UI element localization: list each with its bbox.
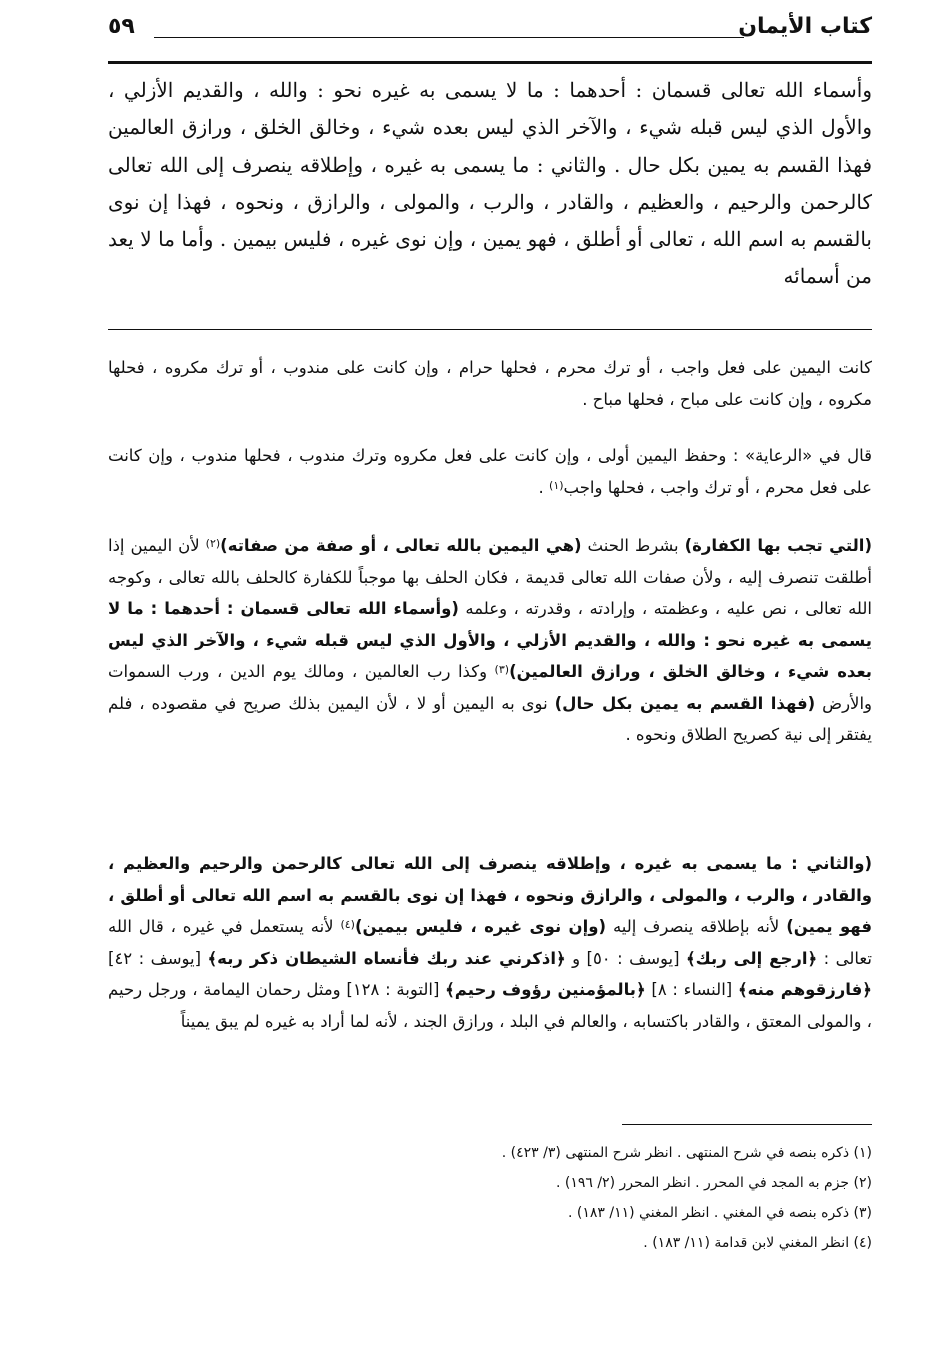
quran-verse: ﴿فارزقوهم منه﴾: [737, 980, 872, 999]
commentary-paragraph: [108, 530, 872, 751]
commentary-text: لأنه يستعمل في غيره ، قال الله تعالى :: [108, 917, 872, 968]
verse-reference: [التوبة : ١٢٨]: [346, 980, 446, 999]
footnote-ref[interactable]: (٤): [340, 918, 355, 931]
footnotes: [108, 1138, 872, 1258]
running-header: [108, 14, 872, 54]
commentary-text: قال في «الرعاية» : وحفظ اليمين أولى ، وإن كانت على فعل مكروه وترك مندوب ، فحلها مندوب ، وإن كانت على فعل محرم ، أو ترك واجب ، فحلها واجب: [108, 446, 872, 497]
commentary-block-2: [108, 440, 872, 503]
commentary-block-3: [108, 530, 872, 751]
footnote-ref[interactable]: (٣): [494, 663, 510, 676]
commentary-paragraph: كانت اليمين على فعل واجب ، أو ترك محرم ، فحلها حرام ، وإن كانت على مندوب ، أو ترك مكروه ، فحلها مكروه ، وإن كانت على مباح ، فحلها مباح .: [108, 358, 872, 409]
verse-reference: [يوسف : ٤٢]: [108, 948, 208, 968]
quoted-matn: (وإن نوى غيره ، فليس بيمين): [354, 917, 607, 936]
commentary-text: لأنه بإطلاقه ينصرف إليه: [606, 917, 787, 936]
matn-commentary-divider: [108, 329, 872, 330]
commentary-text: لأن اليمين إذا أطلقت تنصرف إليه ، ولأن صفات الله تعالى قديمة ، فكان الحلف بها موجباً للكفارة كالحلف بالله تعالى ، وكوجه الله تعالى ، نص عليه ، وعظمته ، وإرادته ، وقدرته ، وعلمه: [108, 536, 873, 618]
quran-verse: ﴿ارجع إلى ربك﴾: [686, 948, 818, 968]
footnote-ref[interactable]: (٢): [205, 537, 221, 550]
quoted-matn: (والثاني : ما يسمى به غيره ، وإطلاقه ينصرف إلى الله تعالى كالرحمن والرحيم والعظيم ، والقادر ، والرب ، والمولى ، والرازق ونحوه ، فهذا إن نوى بالقسم به اسم الله تعالى أو أطلق ، فهو يمين): [108, 854, 873, 936]
footnote-item: (٣) ذكره بنصه في المغني . انظر المغني (١١/ ١٨٣) .: [567, 1205, 872, 1221]
chapter-title: كتاب الأيمان: [738, 14, 872, 39]
verse-reference: [يوسف : ٥٠] و: [565, 948, 687, 968]
verse-reference: [النساء : ٨]: [645, 980, 738, 999]
commentary-block-1: [108, 352, 872, 415]
quoted-matn: (فهذا القسم به يمين بكل حال): [554, 693, 816, 713]
commentary-text: نوى به اليمين أو لا ، لأن اليمين بذلك صريح في مقصوده ، فلم يفتقر إلى نية كصريح الطلاق ونحوه .: [108, 693, 872, 744]
matn-text: [108, 72, 872, 296]
header-rule: [154, 37, 744, 38]
footnote-ref[interactable]: (١): [549, 478, 564, 492]
commentary-paragraph: [108, 848, 872, 1037]
quran-verse: ﴿اذكرني عند ربك فأنساه الشيطان ذكر ربه﴾: [207, 948, 566, 968]
commentary-paragraph: [108, 440, 872, 503]
footnote-item: (١) ذكره بنصه في شرح المنتهى . انظر شرح المنتهى (٣/ ٤٢٣) .: [501, 1145, 872, 1161]
commentary-text: .: [538, 477, 550, 497]
quoted-matn: (هي اليمين بالله تعالى ، أو صفة من صفاته): [220, 536, 582, 555]
commentary-text: وكذا رب العالمين ، ومالك يوم الدين ، ورب السموات والأرض: [108, 662, 873, 713]
footnote-item: (٢) جزم به المجد في المحرر . انظر المحرر (٢/ ١٩٦) .: [555, 1175, 872, 1191]
commentary-block-4: [108, 848, 872, 1037]
quoted-matn: (وأسماء الله تعالى قسمان : أحدهما : ما لا يسمى به غيره نحو : والله ، والقديم الأزلي ، والأول الذي ليس قبله شيء ، والآخر الذي ليس بعده شيء ، وخالق الخلق ، ورازق العالمين): [108, 599, 872, 681]
quoted-matn: (التي تجب بها الكفارة): [684, 536, 872, 555]
matn-paragraph: وأسماء الله تعالى قسمان : أحدهما : ما لا يسمى به غيره نحو : والله ، والقديم الأزلي ، والأول الذي ليس قبله شيء ، والآخر الذي ليس بعده شيء ، وخالق الخلق ، ورازق العالمين فهذا القسم به يمين بكل حال . والثاني : ما يسمى به غيره ، وإطلاقه ينصرف إلى الله تعالى كالرحمن والرحيم ، والعظيم ، والقادر ، والرب ، والمولى ، والرازق ، ونحوه ، فهذا إن نوى بالقسم به اسم الله ، تعالى أو أطلق ، فهو يمين ، وإن نوى غيره ، فليس بيمين . وأما ما لا يعد من أسمائه: [108, 78, 872, 289]
commentary-text: ومثل رحمان اليمامة ، ورجل رحيم ، والمولى المعتق ، والقادر باكتسابه ، والعالم في البلد ، ورازق الجند ، لأنه لما أراد به غيره لم يبق يميناً: [108, 980, 872, 1031]
header-bottom-rule: [108, 61, 872, 64]
footnote-item: (٤) انظر المغني لابن قدامة (١١/ ١٨٣) .: [643, 1235, 872, 1251]
quran-verse: ﴿بالمؤمنين رؤوف رحيم﴾: [445, 980, 646, 999]
commentary-text: بشرط الحنث: [581, 536, 685, 555]
page-number: ٥٩: [108, 14, 135, 39]
footnote-divider: [622, 1124, 872, 1125]
